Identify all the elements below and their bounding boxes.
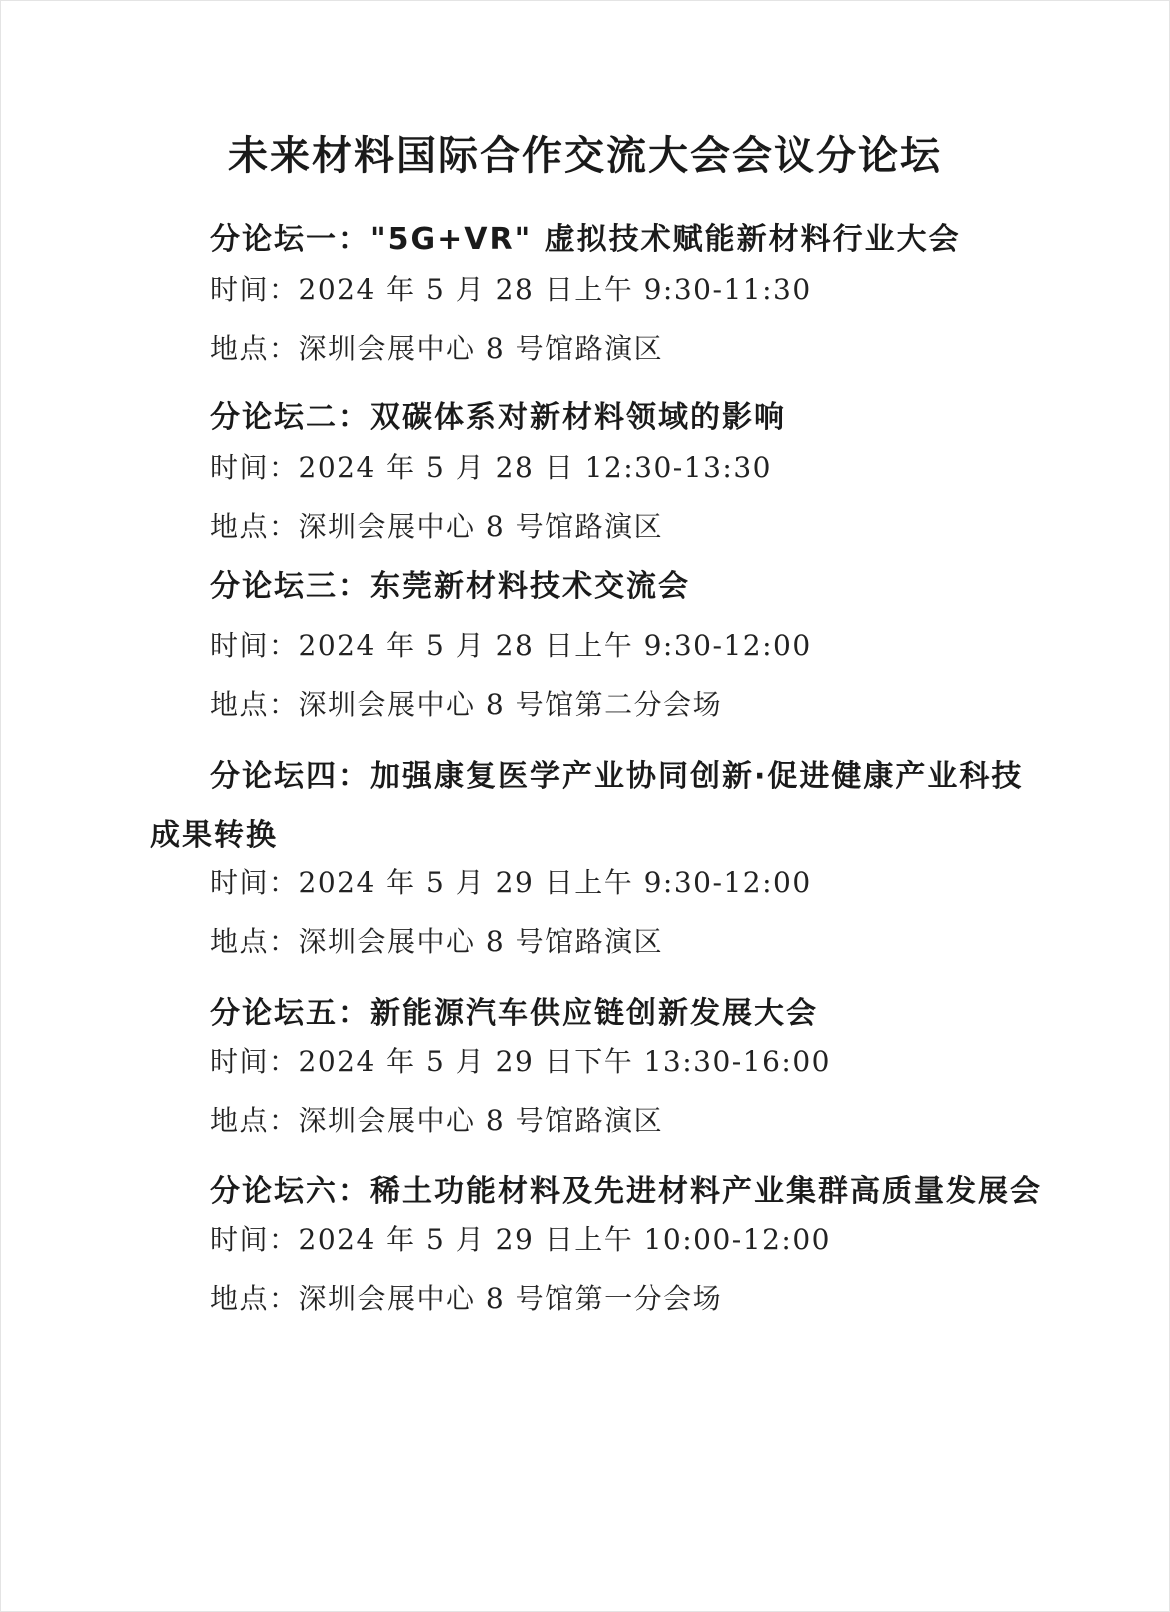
forum-5-time: 时间：2024 年 5 月 29 日下午 13:30-16:00 [210, 1045, 831, 1078]
forum-3-heading: 分论坛三：东莞新材料技术交流会 [210, 569, 690, 604]
forum-1-place: 地点：深圳会展中心 8 号馆路演区 [210, 332, 664, 365]
forum-1-time: 时间：2024 年 5 月 28 日上午 9:30-11:30 [210, 273, 812, 306]
forum-3-time: 时间：2024 年 5 月 28 日上午 9:30-12:00 [210, 629, 812, 662]
forum-3-place: 地点：深圳会展中心 8 号馆第二分会场 [210, 688, 723, 721]
document-title: 未来材料国际合作交流大会会议分论坛 [228, 133, 942, 179]
forum-6-heading: 分论坛六：稀土功能材料及先进材料产业集群高质量发展会 [210, 1174, 1042, 1209]
forum-4-heading-continued: 成果转换 [150, 818, 278, 853]
forum-6-place: 地点：深圳会展中心 8 号馆第一分会场 [210, 1282, 723, 1315]
forum-2-heading: 分论坛二：双碳体系对新材料领域的影响 [210, 400, 786, 435]
forum-5-heading: 分论坛五：新能源汽车供应链创新发展大会 [210, 996, 818, 1031]
forum-4-heading: 分论坛四：加强康复医学产业协同创新·促进健康产业科技 [210, 759, 1024, 794]
forum-5-place: 地点：深圳会展中心 8 号馆路演区 [210, 1104, 664, 1137]
forum-2-time: 时间：2024 年 5 月 28 日 12:30-13:30 [210, 451, 772, 484]
forum-6-time: 时间：2024 年 5 月 29 日上午 10:00-12:00 [210, 1223, 831, 1256]
forum-4-time: 时间：2024 年 5 月 29 日上午 9:30-12:00 [210, 866, 812, 899]
forum-1-heading: 分论坛一："5G+VR" 虚拟技术赋能新材料行业大会 [210, 222, 961, 257]
forum-4-place: 地点：深圳会展中心 8 号馆路演区 [210, 925, 664, 958]
forum-2-place: 地点：深圳会展中心 8 号馆路演区 [210, 510, 664, 543]
